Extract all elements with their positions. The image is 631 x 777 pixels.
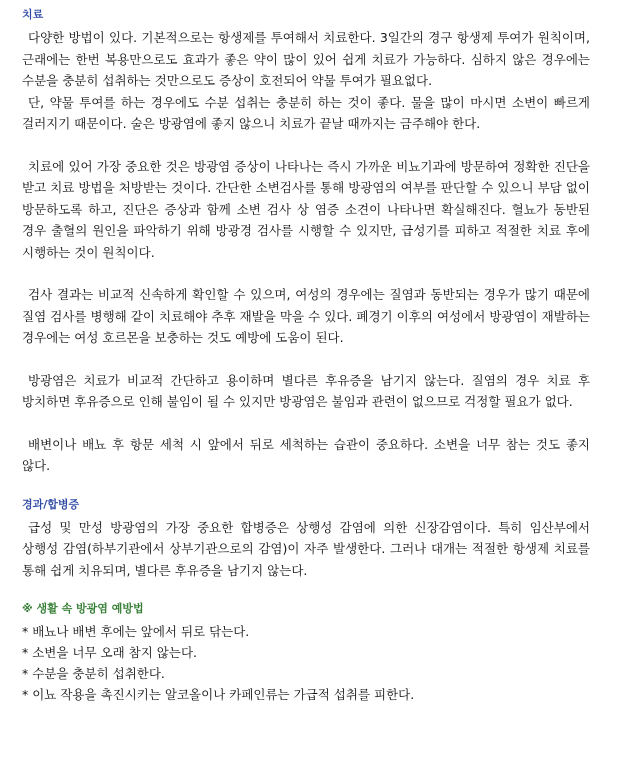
treatment-paragraph-1: 다양한 방법이 있다. 기본적으로는 항생제를 투여해서 치료한다. 3일간의 경구 항생제 투여가 원칙이며, 근래에는 한번 복용만으로도 효과가 좋은 약이 많이 있어 쉽게 치료가 가능하다. 심하지 않은 경우에는 수분을 충분히 섭취하는 것만으로도 증상이 호전되어 약물 투여가 필요없다. [22, 30, 590, 88]
treatment-paragraph-2: 단, 약물 투여를 하는 경우에도 수분 섭취는 충분히 하는 것이 좋다. 물을 많이 마시면 소변이 빠르게 걸러지기 때문이다. 술은 방광염에 좋지 않으니 치료가 끝날 때까지는 금주해야 한다. [22, 94, 590, 131]
spacer [22, 477, 590, 498]
spacer [22, 135, 590, 156]
complications-paragraph: 급성 및 만성 방광염의 가장 중요한 합병증은 상행성 감염에 의한 신장감염이다. 특히 임산부에서 상행성 감염(하부기관에서 상부기관으로의 감염)이 자주 발생한다. 그러나 대개는 적절한 항생제 치료를 통해 쉽게 치유되며, 별다른 후유증을 남기지 않는다. [22, 519, 590, 578]
list-item: * 배뇨나 배변 후에는 앞에서 뒤로 닦는다. [22, 624, 250, 639]
treatment-paragraph-4: 검사 결과는 비교적 신속하게 확인할 수 있으며, 여성의 경우에는 질염과 동반되는 경우가 많기 때문에 질염 검사를 병행해 같이 치료해야 추후 재발을 막을 수 있다. 폐경기 이후의 여성에서 방광염이 재발하는 경우에는 여성 호르몬을 보충하는 것도 예방에 도움이 된다. [22, 287, 590, 345]
spacer [22, 263, 590, 284]
section-heading-prevention: ※ 생활 속 방광염 예방법 [22, 602, 144, 615]
prevention-list [22, 621, 590, 705]
list-item: * 수분을 충분히 섭취한다. [22, 666, 165, 681]
document-body [22, 8, 590, 705]
treatment-paragraph-6: 배변이나 배뇨 후 항문 세척 시 앞에서 뒤로 세척하는 습관이 중요하다. 소변을 너무 참는 것도 좋지 않다. [22, 436, 590, 473]
section-heading-complications: 경과/합병증 [22, 497, 80, 511]
spacer [22, 349, 590, 370]
spacer [22, 581, 590, 602]
treatment-paragraph-5: 방광염은 치료가 비교적 간단하고 용이하며 별다른 후유증을 남기지 않는다. 질염의 경우 치료 후 방치하면 후유증으로 인해 불임이 될 수 있지만 방광염은 불임과 관련이 없으므로 걱정할 필요가 없다. [22, 372, 590, 409]
spacer [22, 413, 590, 434]
section-heading-treatment: 치료 [22, 8, 44, 21]
treatment-paragraph-3: 치료에 있어 가장 중요한 것은 방광염 증상이 나타나는 즉시 가까운 비뇨기과에 방문하여 정확한 진단을 받고 치료 방법을 처방받는 것이다. 간단한 소변검사를 통해 방광염의 여부를 판단할 수 있으니 부담 없이 방문하도록 하고, 진단은 증상과 함께 소변 검사 상 염증 소견이 나타나면 확실해진다. 혈뇨가 동반된 경우 출혈의 원인을 파악하기 위해 방광경 검사를 시행할 수 있지만, 급성기를 피하고 적절한 치료 후에 시행하는 것이 원칙이다. [22, 158, 590, 260]
list-item: * 이뇨 작용을 촉진시키는 알코올이나 카페인류는 가급적 섭취를 피한다. [22, 687, 415, 702]
list-item: * 소변을 너무 오래 참지 않는다. [22, 645, 197, 660]
